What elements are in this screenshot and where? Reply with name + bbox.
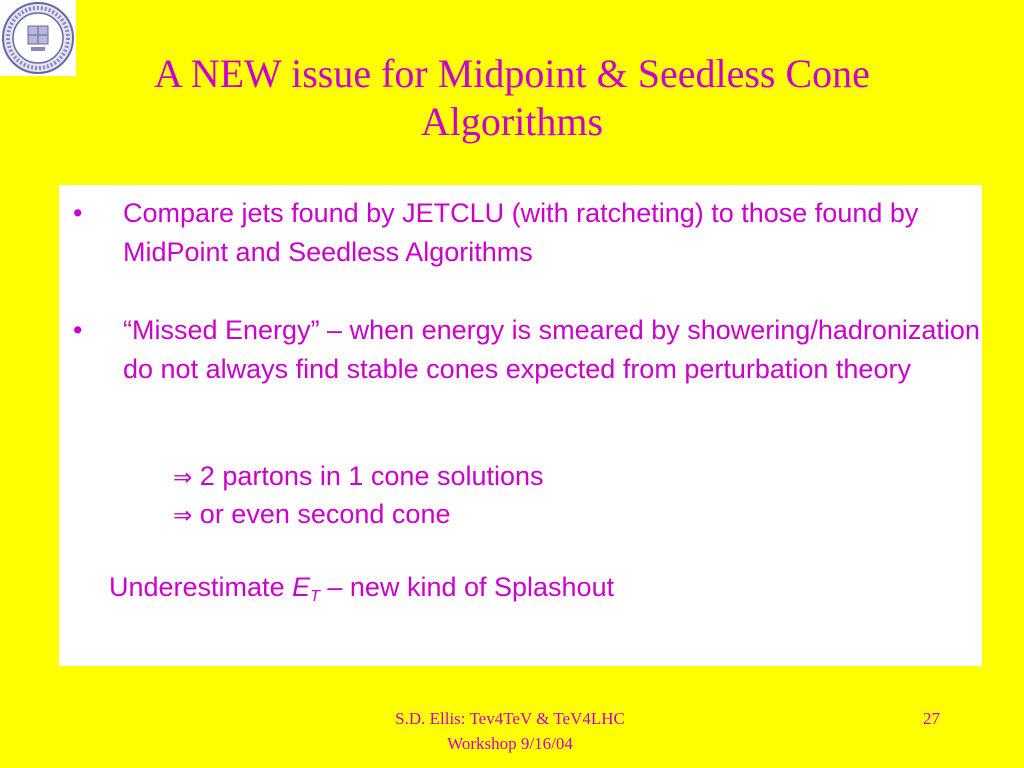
bullet-text: Compare jets found by JETCLU (with ratcheting) to those found by MidPoint and Seedless Algorithms [123,198,919,267]
slide-title: A NEW issue for Midpoint & Seedless Cone Algorithms [154,51,870,144]
implication-text: 2 partons in 1 cone solutions [199,461,544,491]
footer [320,706,700,756]
footer-line-1: S.D. Ellis: Tev4TeV & TeV4LHC [395,709,625,728]
implication-line [173,495,450,536]
page-number: 27 [923,709,940,728]
conclusion-line [109,568,614,616]
implies-arrow-icon: ⇒ [173,503,193,529]
bullet-point-icon: • [73,315,83,345]
energy-subscript: T [310,588,320,605]
implication-line [173,457,544,498]
bullet-point-icon: • [73,198,83,228]
implication-text: or even second cone [199,499,451,529]
footer-line-2: Workshop 9/16/04 [447,734,573,753]
conclusion-suffix: – new kind of Splashout [319,572,615,602]
content-box [59,185,982,666]
implies-arrow-icon: ⇒ [173,465,193,491]
energy-letter: E [292,572,311,602]
bullet-text: “Missed Energy” – when energy is smeared by showering/hadronization do not always find stable cones expected from perturbation theory [123,315,980,384]
transverse-energy-symbol [292,572,320,605]
conclusion-prefix: Underestimate [109,572,293,602]
